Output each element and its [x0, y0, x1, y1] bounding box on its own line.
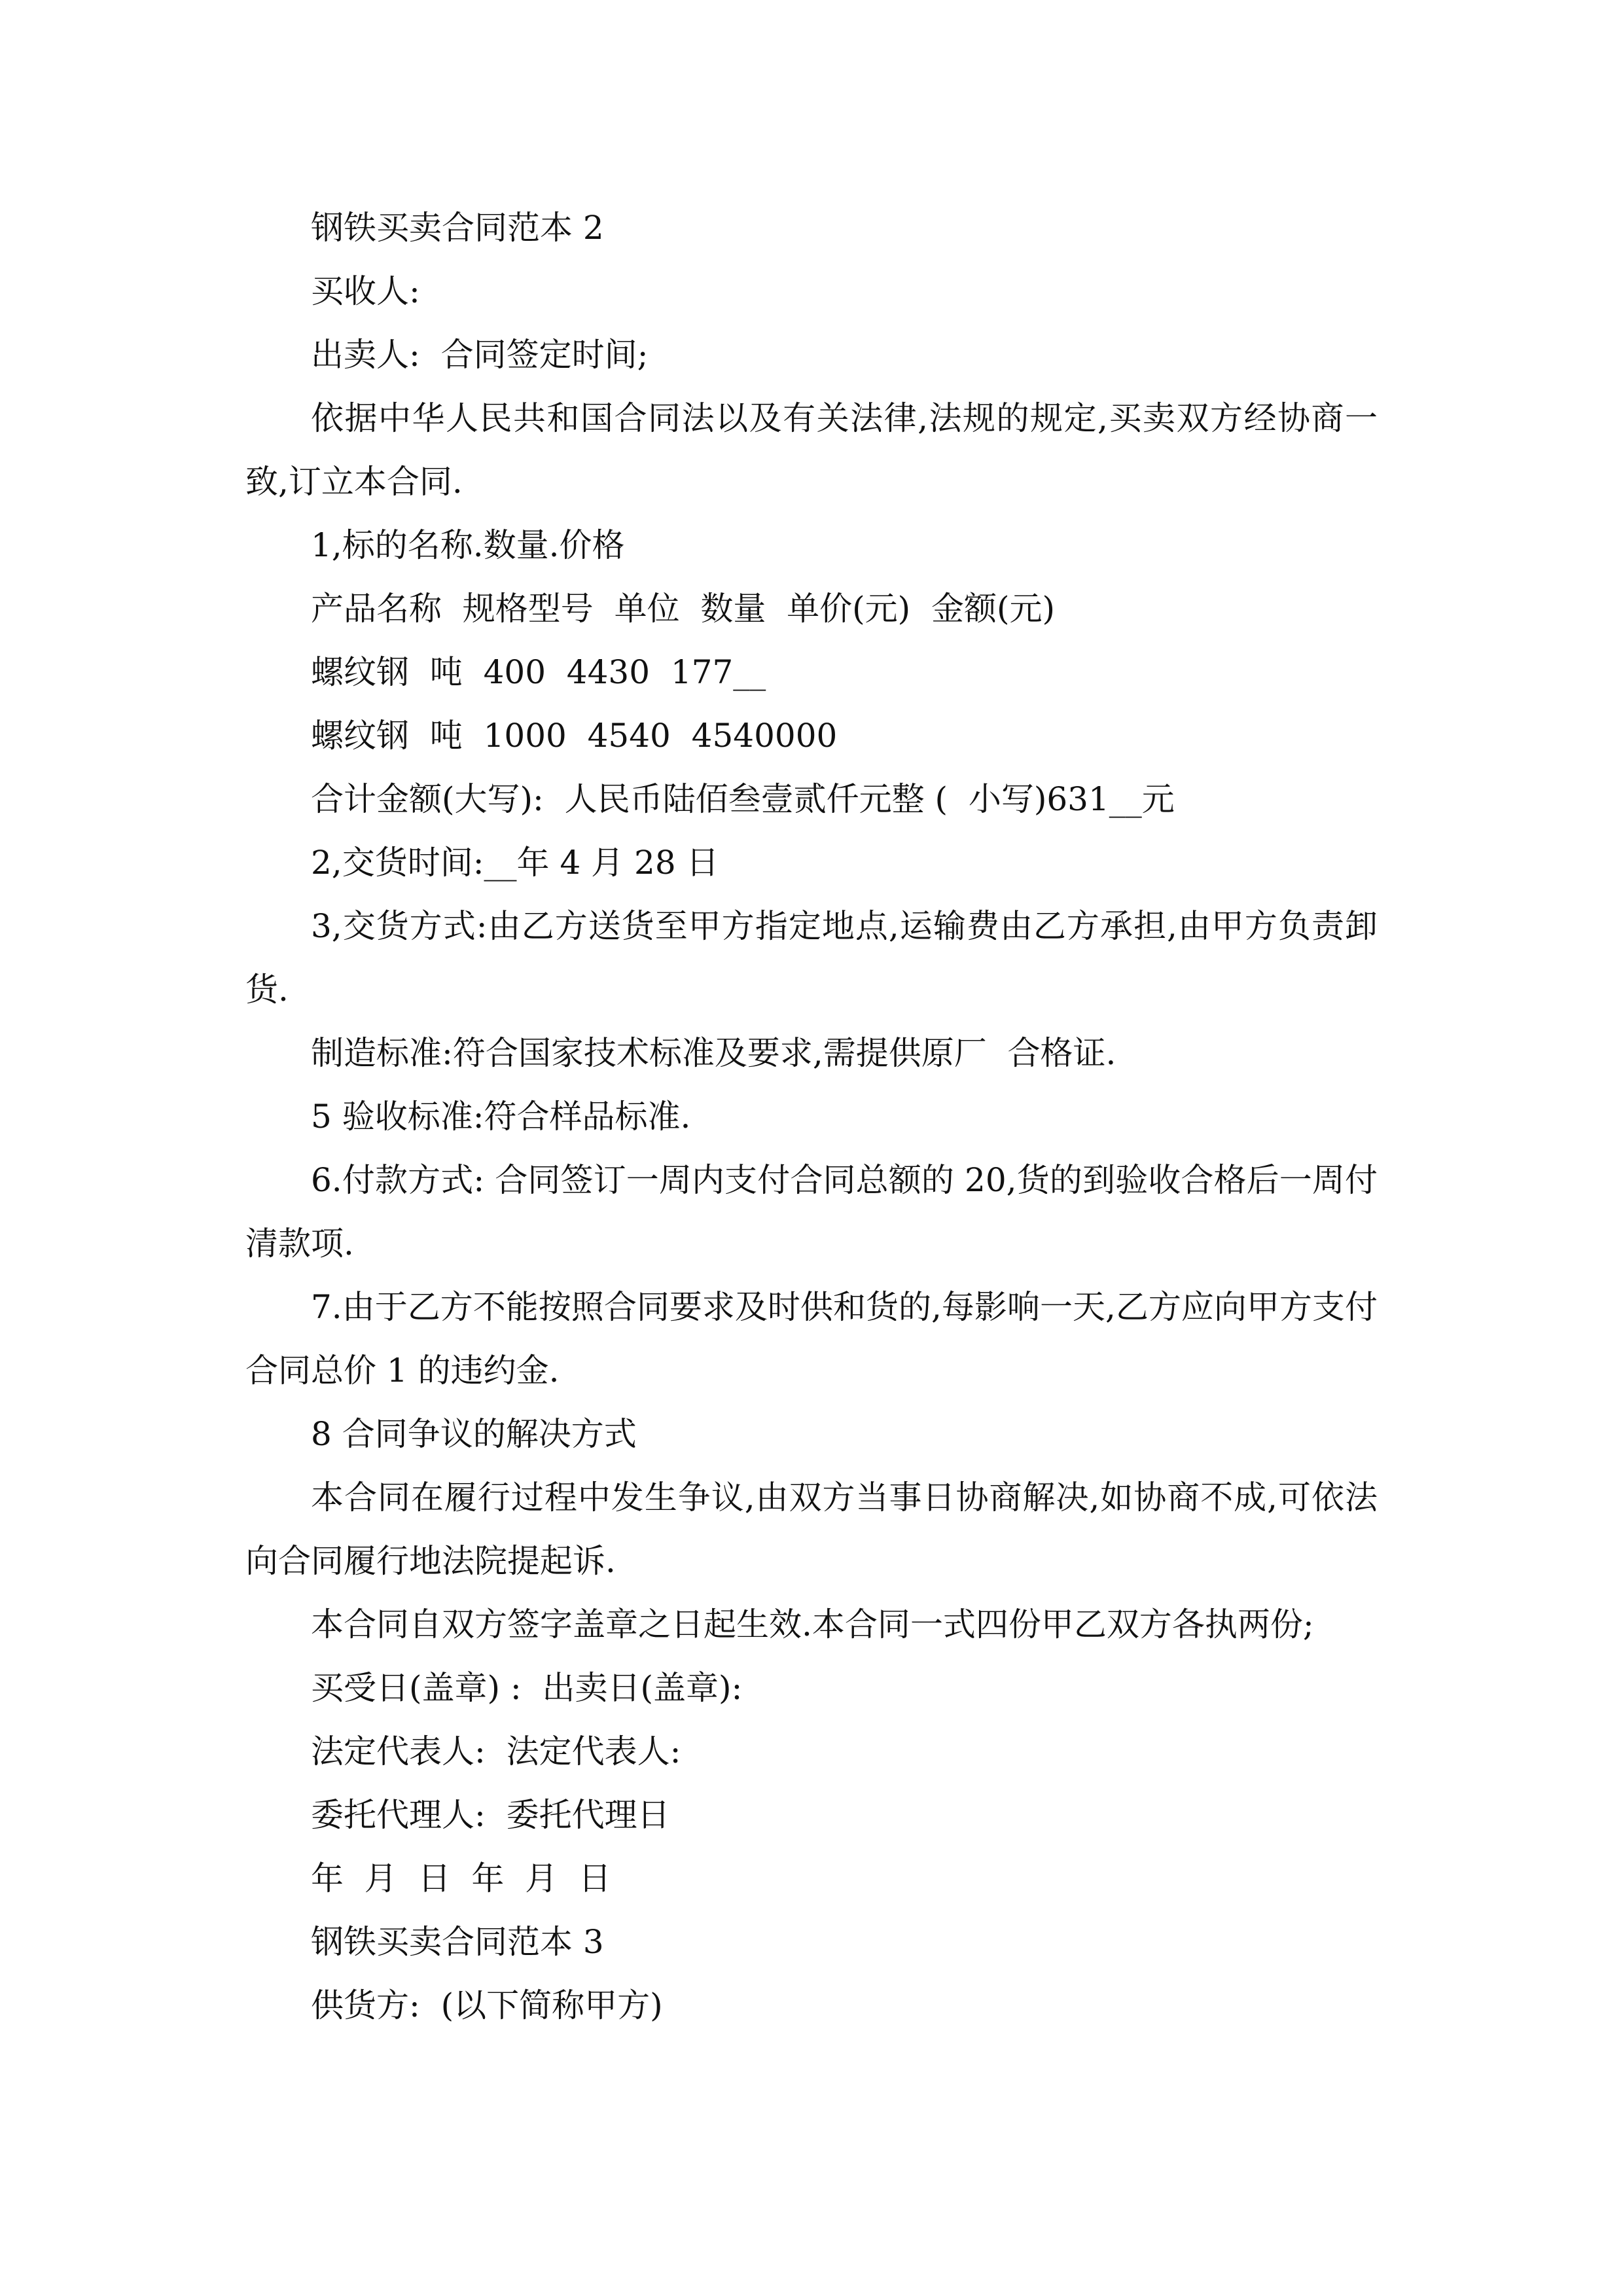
contract-title-2: 钢铁买卖合同范本 2	[311, 209, 604, 247]
product-table-header: 产品名称 规格型号 单位 数量 单价(元) 金额(元)	[311, 590, 1055, 628]
penalty-clause: 7.由于乙方不能按照合同要求及时供和货的,每影响一天,乙方应向甲方支付合同总价 1 的违约金.	[245, 1288, 1378, 1390]
dispute-resolution-paragraph: 本合同在履行过程中发生争议,由双方当事日协商解决,如协商不成,可依法向合同履行地法院提起诉.	[245, 1479, 1378, 1580]
legal-representative-line: 法定代表人: 法定代表人:	[311, 1732, 681, 1770]
dispute-heading: 8 合同争议的解决方式	[311, 1415, 637, 1453]
date-line: 年 月 日 年 月 日	[311, 1859, 611, 1897]
delivery-method-clause: 3,交货方式:由乙方送货至甲方指定地点,运输费由乙方承担,由甲方负责卸货.	[245, 907, 1378, 1009]
buyer-line: 买收人:	[311, 272, 420, 310]
agent-line: 委托代理人: 委托代理日	[311, 1796, 670, 1834]
product-row-1: 螺纹钢 吨 400 4430 177__	[311, 653, 766, 691]
delivery-time-clause: 2,交货时间:__年 4 月 28 日	[311, 844, 719, 882]
preamble-paragraph: 依据中华人民共和国合同法以及有关法律,法规的规定,买卖双方经协商一致,订立本合同.	[245, 399, 1378, 501]
seller-line: 出卖人: 合同签定时间;	[311, 336, 649, 374]
effectiveness-paragraph: 本合同自双方签字盖章之日起生效.本合同一式四份甲乙双方各执两份;	[311, 1605, 1314, 1643]
total-amount-line: 合计金额(大写): 人民币陆佰叁壹贰仟元整 ( 小写)631__元	[311, 780, 1175, 818]
document-body	[245, 196, 1378, 2037]
manufacturing-standard-clause: 制造标准:符合国家技术标准及要求,需提供原厂 合格证.	[311, 1034, 1116, 1072]
payment-method-clause: 6.付款方式: 合同签订一周内支付合同总额的 20,货的到验收合格后一周付清款项.	[245, 1161, 1378, 1263]
supplier-line: 供货方: (以下简称甲方)	[311, 1986, 663, 2024]
section-1-heading: 1,标的名称.数量.价格	[311, 526, 625, 564]
product-row-2: 螺纹钢 吨 1000 4540 4540000	[311, 717, 838, 755]
seal-line: 买受日(盖章) : 出卖日(盖章):	[311, 1669, 743, 1707]
acceptance-standard-clause: 5 验收标准:符合样品标准.	[311, 1098, 691, 1136]
contract-title-3: 钢铁买卖合同范本 3	[311, 1923, 604, 1961]
